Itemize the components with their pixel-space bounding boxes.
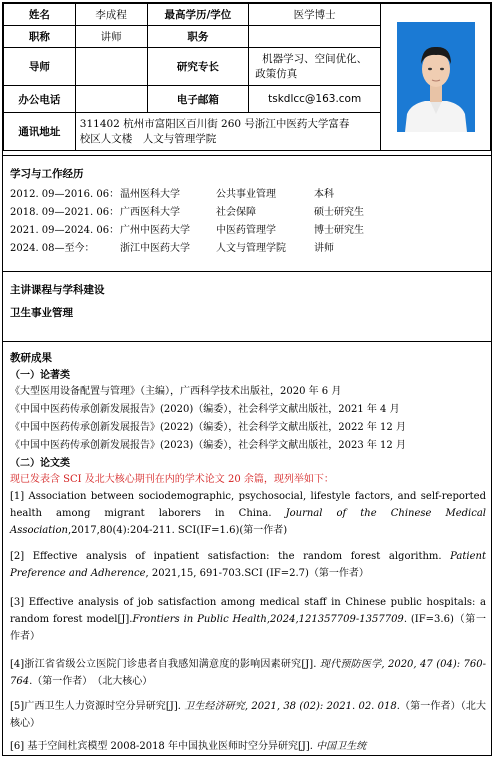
name-value: 李成程 [75, 4, 147, 26]
resume-page [2, 2, 492, 756]
position-label: 职务 [147, 26, 249, 48]
advisor-value [75, 48, 147, 86]
experience-level: 硕士研究生 [314, 207, 364, 218]
name-label: 姓名 [4, 4, 76, 26]
paper-item-3 [10, 594, 486, 645]
book-item: 《中国中医药传承创新发展报告》(2022)（编委），社会科学文献出版社，2022 年 12 月 [10, 422, 406, 433]
experience-period: 2021. 09—2024. 06： [10, 225, 120, 236]
paper-1-journal: Journal of the Chinese Medical Association [10, 508, 486, 536]
paper-item-5 [10, 698, 486, 732]
paper-3-journal: Frontiers in Public Health,2024,121357709-1357709 [132, 614, 404, 625]
research-value-line1: 机器学习、空间优化、 [262, 52, 368, 65]
courses-title: 主讲课程与学科建设 [10, 284, 105, 296]
courses-content: 卫生事业管理 [10, 307, 73, 319]
paper-4-detail: .（第一作者） （北大核心） [29, 676, 153, 687]
address-line1: 311402 杭州市富阳区百川街 260 号浙江中医药大学富春 [79, 117, 350, 130]
title-value: 讲师 [75, 26, 147, 48]
paper-6-journal: 中国卫生统 [316, 741, 367, 752]
experience-field: 社会保障 [216, 207, 256, 218]
portrait-icon [397, 22, 475, 132]
title-label: 职称 [4, 26, 76, 48]
paper-item-1 [10, 488, 486, 539]
address-value [75, 113, 380, 151]
experience-org: 温州医科大学 [120, 189, 180, 200]
paper-4-text: [4]浙江省省级公立医院门诊患者自我感知满意度的影响因素研究[J]. [10, 659, 320, 670]
email-value: tskdlcc@163.com [249, 86, 381, 113]
paper-1-text: [1] Association between sociodemographic, psychosocial, lifestyle factors, and self-reported health among migrant laborers in China. [10, 491, 486, 519]
paper-2-text: [2] Effective analysis of inpatient satisfaction: the random forest algorithm. [10, 551, 451, 562]
experience-org: 广西医科大学 [120, 207, 180, 218]
paper-2-detail: , 2021,15, 691-703.SCI (IF=2.7)（第一作者） [145, 568, 369, 579]
experience-field: 中医药管理学 [216, 225, 276, 236]
experience-period: 2024. 08—至今： [10, 243, 95, 254]
paper-3-detail: . (IF=3.6)（第一作者） [10, 614, 486, 642]
book-item: 《中国中医药传承创新发展报告》(2020)（编委），社会科学文献出版社，2021 年 4 月 [10, 404, 400, 415]
paper-2-journal: Patient Preference and Adherence [10, 551, 486, 579]
degree-label: 最高学历/学位 [147, 4, 249, 26]
photo-cell [381, 4, 491, 151]
experience-org: 浙江中医药大学 [120, 243, 190, 254]
phone-value [75, 86, 147, 113]
experience-field: 人文与管理学院 [216, 243, 286, 254]
paper-1-detail: ,2017,80(4):204-211. SCI(IF=1.6)(第一作者) [67, 525, 288, 536]
experience-field: 公共事业管理 [216, 189, 276, 200]
email-label: 电子邮箱 [147, 86, 249, 113]
courses-section [3, 271, 491, 342]
experience-level: 讲师 [314, 243, 334, 254]
experience-section [3, 155, 491, 272]
research-label: 研究专长 [147, 48, 249, 86]
phone-label: 办公电话 [4, 86, 76, 113]
book-item: 《中国中医药传承创新发展报告》(2023)（编委），社会科学文献出版社，2023 年 12 月 [10, 440, 406, 451]
papers-note: 现已发表含 SCI 及北大核心期刊在内的学术论文 20 余篇，现列举如下： [10, 474, 334, 485]
research-title: 教研成果 [10, 352, 52, 364]
basic-info-table [3, 3, 491, 151]
research-value-line2: 政策仿真 [255, 67, 298, 80]
papers-heading: （二）论文类 [10, 458, 70, 469]
experience-level: 博士研究生 [314, 225, 364, 236]
paper-5-detail: .（第一作者）（北大核心） [10, 701, 486, 729]
paper-3-text: [3] Effective analysis of job satisfaction among medical staff in Chinese public hospitals: a random forest model[J]. [10, 597, 486, 625]
address-line2: 校区人文楼 人文与管理学院 [79, 132, 217, 145]
address-label: 通讯地址 [4, 113, 76, 151]
paper-4-journal: 现代预防医学, 2020, 47 (04): 760-764 [10, 659, 486, 687]
experience-org: 广州中医药大学 [120, 225, 190, 236]
paper-5-text: [5]广西卫生人力资源时空分异研究[J]. [10, 701, 185, 712]
research-section [3, 341, 491, 756]
experience-period: 2018. 09—2021. 06： [10, 207, 120, 218]
experience-period: 2012. 09—2016. 06： [10, 189, 120, 200]
degree-value: 医学博士 [249, 4, 381, 26]
advisor-label: 导师 [4, 48, 76, 86]
position-value [249, 26, 381, 48]
paper-item-4 [10, 656, 486, 690]
book-item: 《大型医用设备配置与管理》（主编），广西科学技术出版社，2020 年 6 月 [10, 386, 342, 397]
experience-title: 学习与工作经历 [10, 168, 84, 180]
paper-6-text: [6] 基于空间杜宾模型 2008-2018 年中国执业医师时空分异研究[J]. [10, 741, 317, 752]
paper-item-2 [10, 548, 486, 582]
research-value [249, 48, 381, 86]
portrait-photo [397, 22, 475, 132]
paper-item-6 [10, 738, 486, 755]
books-heading: （一）论著类 [10, 370, 70, 381]
paper-5-journal: 卫生经济研究, 2021, 38 (02): 2021. 02. 018 [184, 701, 397, 712]
experience-level: 本科 [314, 189, 334, 200]
